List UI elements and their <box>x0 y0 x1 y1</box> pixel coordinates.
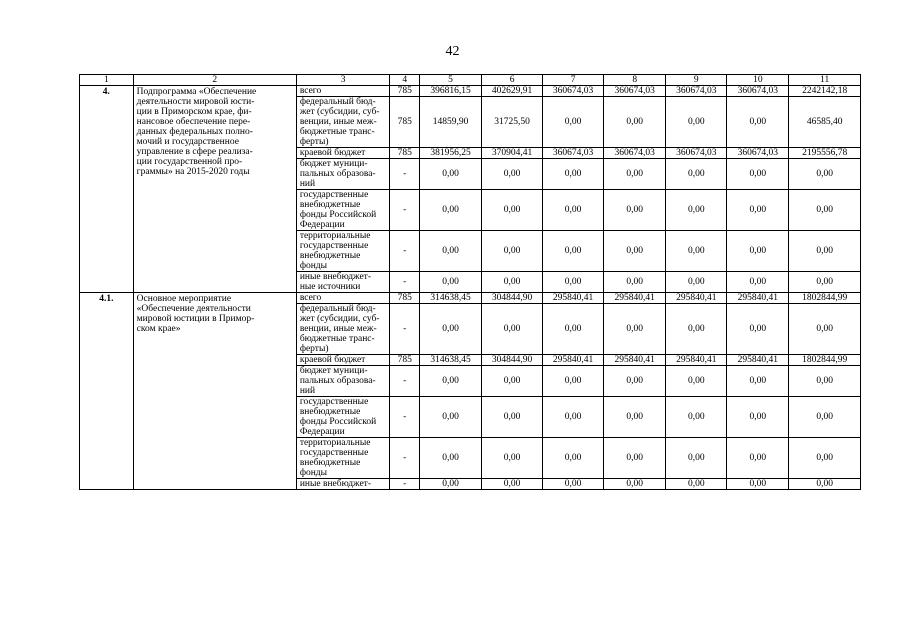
budget-code: 785 <box>390 97 419 148</box>
year-value: 295840,41 <box>727 293 789 304</box>
year-value: 0,00 <box>727 231 789 272</box>
year-value: 295840,41 <box>666 293 727 304</box>
column-header: 9 <box>666 75 727 86</box>
funding-source-line: всего <box>299 293 322 303</box>
section-title-line: ции в Приморском крае, фи- <box>136 107 252 117</box>
table-row <box>80 293 861 304</box>
year-value: 295840,41 <box>604 355 666 366</box>
funding-source-line: ний <box>299 179 316 189</box>
year-value: 0,00 <box>727 397 789 438</box>
budget-code: 785 <box>390 293 419 304</box>
section-title-line: «Обеспечение деятельности <box>136 304 251 314</box>
column-header: 11 <box>789 75 861 86</box>
funding-source-line: жет (субсидии, суб- <box>299 314 380 324</box>
year-value: 0,00 <box>666 231 727 272</box>
funding-source-line: бюджет муници- <box>299 159 368 169</box>
budget-code: - <box>390 190 419 231</box>
section-number: 4.1. <box>80 293 134 490</box>
year-value: 0,00 <box>666 159 727 190</box>
funding-source-line: всего <box>299 86 322 96</box>
year-value: 0,00 <box>604 272 666 293</box>
year-value: 0,00 <box>482 231 543 272</box>
year-value: 0,00 <box>727 304 789 355</box>
year-value: 0,00 <box>482 438 543 479</box>
year-value: 0,00 <box>543 397 604 438</box>
budget-code: - <box>390 397 419 438</box>
year-value: 402629,91 <box>482 86 543 97</box>
year-value: 0,00 <box>666 97 727 148</box>
section-title-line: управление в сфере реализа- <box>136 147 253 157</box>
funding-source <box>296 231 390 272</box>
year-value: 0,00 <box>727 366 789 397</box>
total-value: 0,00 <box>789 159 861 190</box>
year-value: 304844,90 <box>482 293 543 304</box>
year-value: 0,00 <box>727 272 789 293</box>
funding-source <box>296 397 390 438</box>
year-value: 0,00 <box>727 438 789 479</box>
budget-code: - <box>390 479 419 490</box>
year-value: 0,00 <box>666 479 727 490</box>
budget-code: - <box>390 159 419 190</box>
column-header: 8 <box>604 75 666 86</box>
year-value: 295840,41 <box>727 355 789 366</box>
funding-source-line: территориальные <box>299 438 371 448</box>
year-value: 0,00 <box>482 159 543 190</box>
year-value: 0,00 <box>727 479 789 490</box>
funding-source-line: пальных образова- <box>299 376 376 386</box>
year-value: 0,00 <box>604 190 666 231</box>
total-value: 46585,40 <box>789 97 861 148</box>
year-value: 0,00 <box>482 479 543 490</box>
funding-source-line: иные внебюджет- <box>299 272 371 282</box>
year-value: 360674,03 <box>604 148 666 159</box>
year-value: 31725,50 <box>482 97 543 148</box>
year-value: 0,00 <box>543 159 604 190</box>
funding-source-line: внебюджетные <box>299 251 361 261</box>
year-value: 360674,03 <box>543 148 604 159</box>
section-title-line: Основное мероприятие <box>136 294 232 304</box>
funding-source <box>296 148 390 159</box>
funding-source <box>296 438 390 479</box>
year-value: 396816,15 <box>419 86 481 97</box>
year-value: 0,00 <box>727 97 789 148</box>
funding-source-line: фонды <box>299 261 328 271</box>
year-value: 0,00 <box>543 304 604 355</box>
budget-code: - <box>390 272 419 293</box>
year-value: 304844,90 <box>482 355 543 366</box>
funding-source-line: государственные <box>299 190 369 200</box>
funding-source-line: венции, иные меж- <box>299 117 377 127</box>
column-header: 5 <box>419 75 481 86</box>
section-title-line: Подпрограмма «Обеспечение <box>136 87 257 97</box>
funding-source <box>296 293 390 304</box>
table-body <box>80 75 861 490</box>
year-value: 0,00 <box>666 304 727 355</box>
total-value: 0,00 <box>789 272 861 293</box>
year-value: 0,00 <box>727 159 789 190</box>
year-value: 0,00 <box>727 190 789 231</box>
funding-source <box>296 159 390 190</box>
funding-source-line: внебюджетные <box>299 407 361 417</box>
funding-source-line: краевой бюджет <box>299 355 366 365</box>
year-value: 0,00 <box>543 366 604 397</box>
funding-source-line: фонды Российской <box>299 417 377 427</box>
funding-source-line: федеральный бюд- <box>299 97 376 107</box>
year-value: 0,00 <box>604 97 666 148</box>
section-number: 4. <box>80 86 134 293</box>
budget-code: - <box>390 366 419 397</box>
funding-source-line: бюджет муници- <box>299 366 368 376</box>
budget-code: - <box>390 304 419 355</box>
funding-source-line: ферты) <box>299 137 329 147</box>
section-title-line: граммы» на 2015-2020 годы <box>136 167 250 177</box>
column-header: 6 <box>482 75 543 86</box>
total-value: 0,00 <box>789 397 861 438</box>
column-header: 2 <box>133 75 296 86</box>
year-value: 295840,41 <box>666 355 727 366</box>
total-value: 1802844,99 <box>789 293 861 304</box>
column-header: 3 <box>296 75 390 86</box>
column-header: 1 <box>80 75 134 86</box>
total-value: 2195556,78 <box>789 148 861 159</box>
year-value: 0,00 <box>419 231 481 272</box>
column-header-row <box>80 75 861 86</box>
funding-source-line: внебюджетные <box>299 200 361 210</box>
budget-code: 785 <box>390 148 419 159</box>
section-title-line: мочий и государственное <box>136 137 239 147</box>
budget-code: 785 <box>390 86 419 97</box>
year-value: 0,00 <box>666 397 727 438</box>
year-value: 0,00 <box>543 190 604 231</box>
year-value: 0,00 <box>543 479 604 490</box>
funding-source <box>296 366 390 397</box>
column-header: 4 <box>390 75 419 86</box>
funding-source-line: бюджетные транс- <box>299 334 375 344</box>
funding-source-line: бюджетные транс- <box>299 127 375 137</box>
funding-source-line: Федерации <box>299 427 345 437</box>
funding-source-line: жет (субсидии, суб- <box>299 107 380 117</box>
funding-source-line: ные источники <box>299 282 361 292</box>
table-row <box>80 86 861 97</box>
year-value: 0,00 <box>666 272 727 293</box>
year-value: 295840,41 <box>543 355 604 366</box>
total-value: 0,00 <box>789 190 861 231</box>
funding-source-line: внебюджетные <box>299 458 361 468</box>
year-value: 295840,41 <box>543 293 604 304</box>
funding-source-line: фонды Российской <box>299 210 377 220</box>
year-value: 0,00 <box>666 190 727 231</box>
section-title-line: ции государственной про- <box>136 157 243 167</box>
year-value: 360674,03 <box>727 148 789 159</box>
year-value: 0,00 <box>666 366 727 397</box>
funding-source-line: венции, иные меж- <box>299 324 377 334</box>
funding-source <box>296 479 390 490</box>
year-value: 0,00 <box>604 397 666 438</box>
year-value: 314638,45 <box>419 293 481 304</box>
year-value: 0,00 <box>543 231 604 272</box>
year-value: 0,00 <box>419 272 481 293</box>
year-value: 0,00 <box>482 397 543 438</box>
section-title <box>133 86 296 293</box>
total-value: 1802844,99 <box>789 355 861 366</box>
year-value: 0,00 <box>419 190 481 231</box>
funding-source-line: иные внебюджет- <box>299 479 371 489</box>
funding-source-line: федеральный бюд- <box>299 304 376 314</box>
budget-code: 785 <box>390 355 419 366</box>
total-value: 0,00 <box>789 479 861 490</box>
section-title <box>133 293 296 490</box>
funding-source-line: ферты) <box>299 344 329 354</box>
year-value: 0,00 <box>482 272 543 293</box>
year-value: 360674,03 <box>604 86 666 97</box>
year-value: 314638,45 <box>419 355 481 366</box>
year-value: 0,00 <box>419 159 481 190</box>
budget-table <box>79 74 861 490</box>
total-value: 0,00 <box>789 366 861 397</box>
funding-source <box>296 86 390 97</box>
year-value: 0,00 <box>419 438 481 479</box>
year-value: 0,00 <box>419 397 481 438</box>
year-value: 0,00 <box>604 231 666 272</box>
section-title-line: деятельности мировой юсти- <box>136 97 255 107</box>
column-header: 10 <box>727 75 789 86</box>
total-value: 0,00 <box>789 231 861 272</box>
column-header: 7 <box>543 75 604 86</box>
year-value: 0,00 <box>482 190 543 231</box>
section-title-line: мировой юстиции в Примор- <box>136 314 255 324</box>
funding-source-line: территориальные <box>299 231 371 241</box>
funding-source-line: государственные <box>299 448 369 458</box>
year-value: 0,00 <box>604 159 666 190</box>
section-title-line: нансовое обеспечение пере- <box>136 117 251 127</box>
year-value: 0,00 <box>419 366 481 397</box>
total-value: 0,00 <box>789 304 861 355</box>
funding-source <box>296 355 390 366</box>
year-value: 0,00 <box>482 366 543 397</box>
year-value: 0,00 <box>604 304 666 355</box>
year-value: 360674,03 <box>666 86 727 97</box>
section-title-line: ском крае» <box>136 324 181 334</box>
total-value: 0,00 <box>789 438 861 479</box>
year-value: 0,00 <box>666 438 727 479</box>
year-value: 0,00 <box>419 479 481 490</box>
funding-source <box>296 304 390 355</box>
year-value: 0,00 <box>604 366 666 397</box>
funding-source <box>296 97 390 148</box>
year-value: 0,00 <box>543 272 604 293</box>
funding-source <box>296 190 390 231</box>
year-value: 381956,25 <box>419 148 481 159</box>
budget-code: - <box>390 231 419 272</box>
year-value: 0,00 <box>482 304 543 355</box>
section-title-line: данных федеральных полно- <box>136 127 253 137</box>
funding-source-line: ний <box>299 386 316 396</box>
funding-source-line: Федерации <box>299 220 345 230</box>
total-value: 2242142,18 <box>789 86 861 97</box>
year-value: 360674,03 <box>666 148 727 159</box>
year-value: 0,00 <box>604 479 666 490</box>
funding-source <box>296 272 390 293</box>
funding-source-line: фонды <box>299 468 328 478</box>
year-value: 0,00 <box>543 97 604 148</box>
year-value: 0,00 <box>419 304 481 355</box>
year-value: 0,00 <box>604 438 666 479</box>
year-value: 360674,03 <box>727 86 789 97</box>
year-value: 0,00 <box>543 438 604 479</box>
funding-source-line: пальных образова- <box>299 169 376 179</box>
year-value: 295840,41 <box>604 293 666 304</box>
funding-source-line: государственные <box>299 241 369 251</box>
year-value: 14859,90 <box>419 97 481 148</box>
budget-code: - <box>390 438 419 479</box>
funding-source-line: государственные <box>299 397 369 407</box>
funding-source-line: краевой бюджет <box>299 148 366 158</box>
year-value: 370904,41 <box>482 148 543 159</box>
year-value: 360674,03 <box>543 86 604 97</box>
page-number: 42 <box>445 44 460 59</box>
